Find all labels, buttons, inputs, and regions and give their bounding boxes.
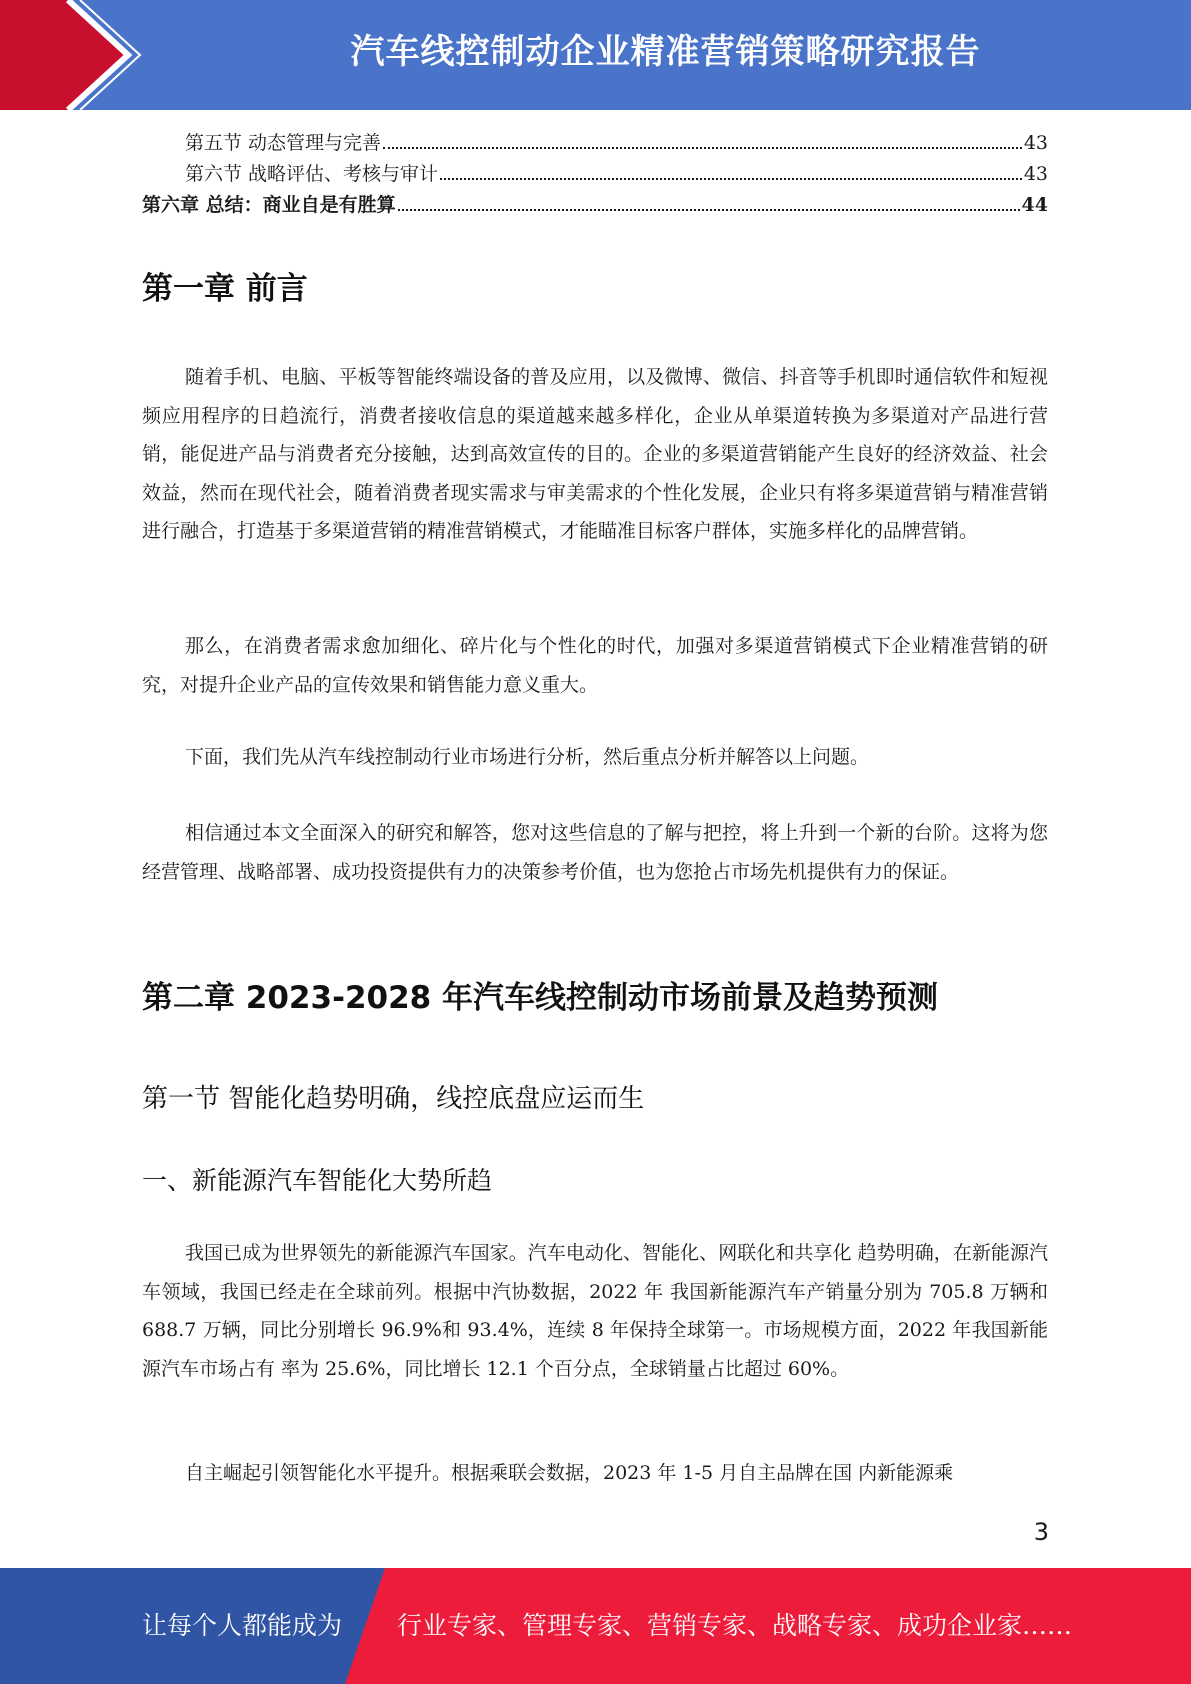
body-paragraph: 我国已成为世界领先的新能源汽车国家。汽车电动化、智能化、网联化和共享化 趋势明确，在新能源汽车领域，我国已经走在全球前列。根据中汽协数据，2022 年 我国新能源汽车产销量分别为 705.8 万辆和 688.7 万辆，同比分别增长 96.9%和 93.4%，连续 8 年保持全球第一。市场规模方面，2022 年我国新能源汽车市场占有 率为 25.6%，同比增长 12.1 个百分点，全球销量占比超过 60%。 [142,1242,1048,1380]
toc-entry-page: 44 [1021,194,1048,216]
body-paragraph: 下面，我们先从汽车线控制动行业市场进行分析，然后重点分析并解答以上问题。 [185,746,870,768]
toc-entry-page: 43 [1023,163,1048,185]
toc-entry[interactable] [142,128,1048,159]
section-heading: 第一节 智能化趋势明确，线控底盘应运而生 [142,1084,645,1114]
chapter-heading: 第一章 前言 [142,271,308,307]
red-chevron-icon [0,0,150,110]
table-of-contents [142,128,1048,221]
toc-entry-label: 第五节 动态管理与完善 [185,132,382,154]
footer-slogan-left: 让每个人都能成为 [142,1611,343,1640]
page-header [0,0,1191,110]
toc-leader-dots [440,178,1022,180]
body-paragraph: 那么，在消费者需求愈加细化、碎片化与个性化的时代，加强对多渠道营销模式下企业精准营销的研究，对提升企业产品的宣传效果和销售能力意义重大。 [142,635,1048,696]
toc-entry-label: 第六节 战略评估、考核与审计 [185,163,439,185]
toc-entry-label: 第六章 总结：商业自是有胜算 [142,194,396,216]
report-title: 汽车线控制动企业精准营销策略研究报告 [350,32,981,72]
body-paragraph: 自主崛起引领智能化水平提升。根据乘联会数据，2023 年 1-5 月自主品牌在国 内新能源乘 [185,1462,954,1484]
toc-entry[interactable] [142,190,1048,221]
body-paragraph: 相信通过本文全面深入的研究和解答，您对这些信息的了解与把控，将上升到一个新的台阶。这将为您经营管理、战略部署、成功投资提供有力的决策参考价值，也为您抢占市场先机提供有力的保证。 [142,822,1048,883]
body-paragraph: 随着手机、电脑、平板等智能终端设备的普及应用，以及微博、微信、抖音等手机即时通信软件和短视频应用程序的日趋流行，消费者接收信息的渠道越来越多样化，企业从单渠道转换为多渠道对产品进行营销，能促进产品与消费者充分接触，达到高效宣传的目的。企业的多渠道营销能产生良好的经济效益、社会效益，然而在现代社会，随着消费者现实需求与审美需求的个性化发展，企业只有将多渠道营销与精准营销进行融合，打造基于多渠道营销的精准营销模式，才能瞄准目标客户群体，实施多样化的品牌营销。 [142,366,1048,542]
toc-entry[interactable] [142,159,1048,190]
toc-entry-page: 43 [1023,132,1048,154]
toc-leader-dots [383,147,1022,149]
toc-leader-dots [398,209,1020,211]
page-footer [0,1568,1191,1684]
subsection-heading: 一、新能源汽车智能化大势所趋 [142,1166,493,1195]
chapter-heading: 第二章 2023-2028 年汽车线控制动市场前景及趋势预测 [142,980,939,1016]
footer-slogan-right: 行业专家、管理专家、营销专家、战略专家、成功企业家…… [397,1611,1073,1640]
page-number: 3 [1033,1518,1049,1546]
